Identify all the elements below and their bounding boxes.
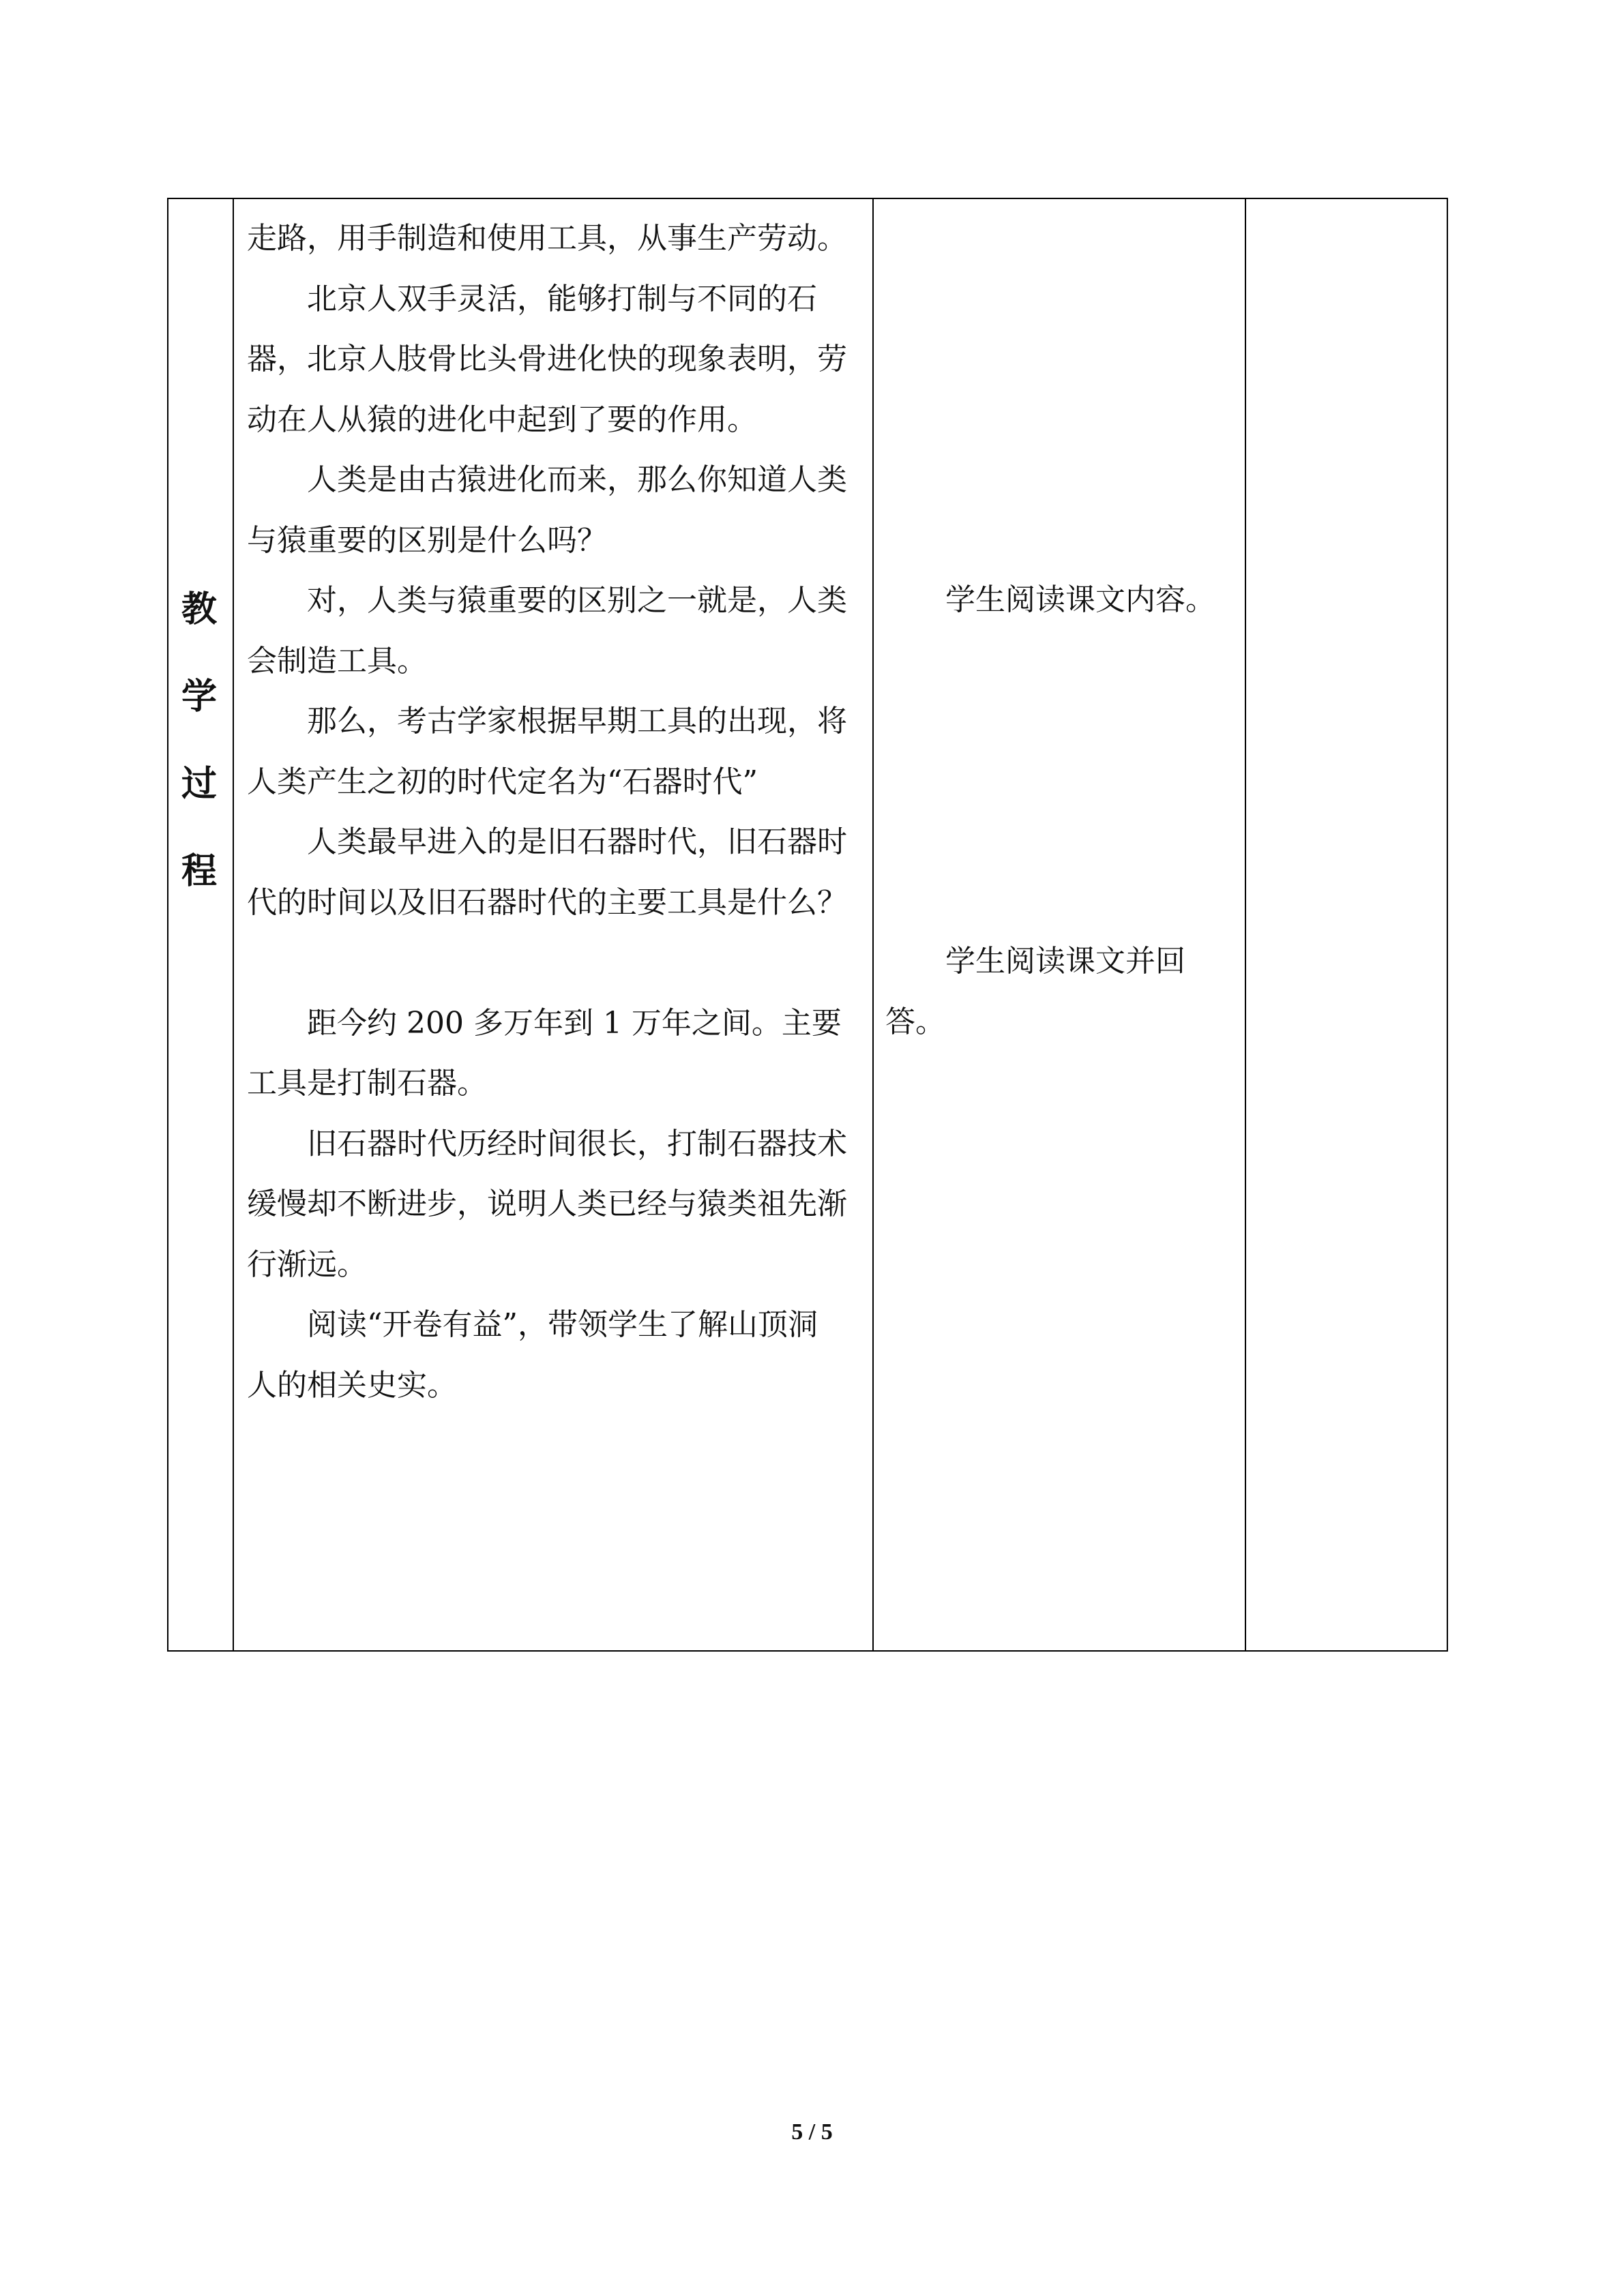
section-label-char: 学 bbox=[181, 676, 217, 717]
teacher-paragraph: 人类最早进入的是旧石器时代，旧石器时代的时间以及旧石器时代的主要工具是什么？ bbox=[247, 824, 847, 920]
section-label-char: 教 bbox=[181, 588, 217, 630]
section-label-char: 过 bbox=[181, 763, 217, 805]
teacher-paragraph: 对，人类与猿重要的区别之一就是，人类会制造工具。 bbox=[247, 583, 847, 679]
student-activity-text: 学生阅读课文内容。 bbox=[945, 582, 1215, 617]
teacher-paragraph: 距今约 200 多万年到 1 万年之间。主要工具是打制石器。 bbox=[247, 1005, 842, 1101]
section-label-teaching-process bbox=[167, 566, 231, 915]
section-label-char: 程 bbox=[181, 850, 217, 892]
student-activity-text: 学生阅读课文并回答。 bbox=[885, 944, 1185, 1039]
teacher-paragraph: 阅读“开卷有益”，带领学生了解山顶洞人的相关史实。 bbox=[247, 1307, 818, 1403]
paragraph-gap bbox=[247, 933, 847, 994]
teacher-paragraph: 走路，用手制造和使用工具，从事生产劳动。 bbox=[247, 221, 847, 256]
teacher-paragraph: 旧石器时代历经时间很长，打制石器技术缓慢却不断进步，说明人类已经与猿类祖先渐行渐远。 bbox=[247, 1126, 847, 1282]
teacher-paragraph: 那么，考古学家根据早期工具的出现，将人类产生之初的时代定名为“石器时代” bbox=[247, 704, 847, 799]
teacher-activity-text bbox=[247, 209, 847, 1416]
teacher-paragraph: 北京人双手灵活，能够打制与不同的石器，北京人肢骨比头骨进化快的现象表明，劳动在人从猿的进化中起到了要的作用。 bbox=[247, 281, 847, 437]
student-activity-answer bbox=[885, 931, 1240, 1052]
student-activity-read bbox=[885, 570, 1240, 631]
student-activity-cell bbox=[873, 198, 1245, 1651]
section-cell bbox=[168, 198, 233, 1651]
notes-cell bbox=[1245, 198, 1447, 1651]
teacher-paragraph: 人类是由古猿进化而来，那么你知道人类与猿重要的区别是什么吗？ bbox=[247, 462, 847, 558]
page-number: 5 / 5 bbox=[791, 2119, 833, 2145]
